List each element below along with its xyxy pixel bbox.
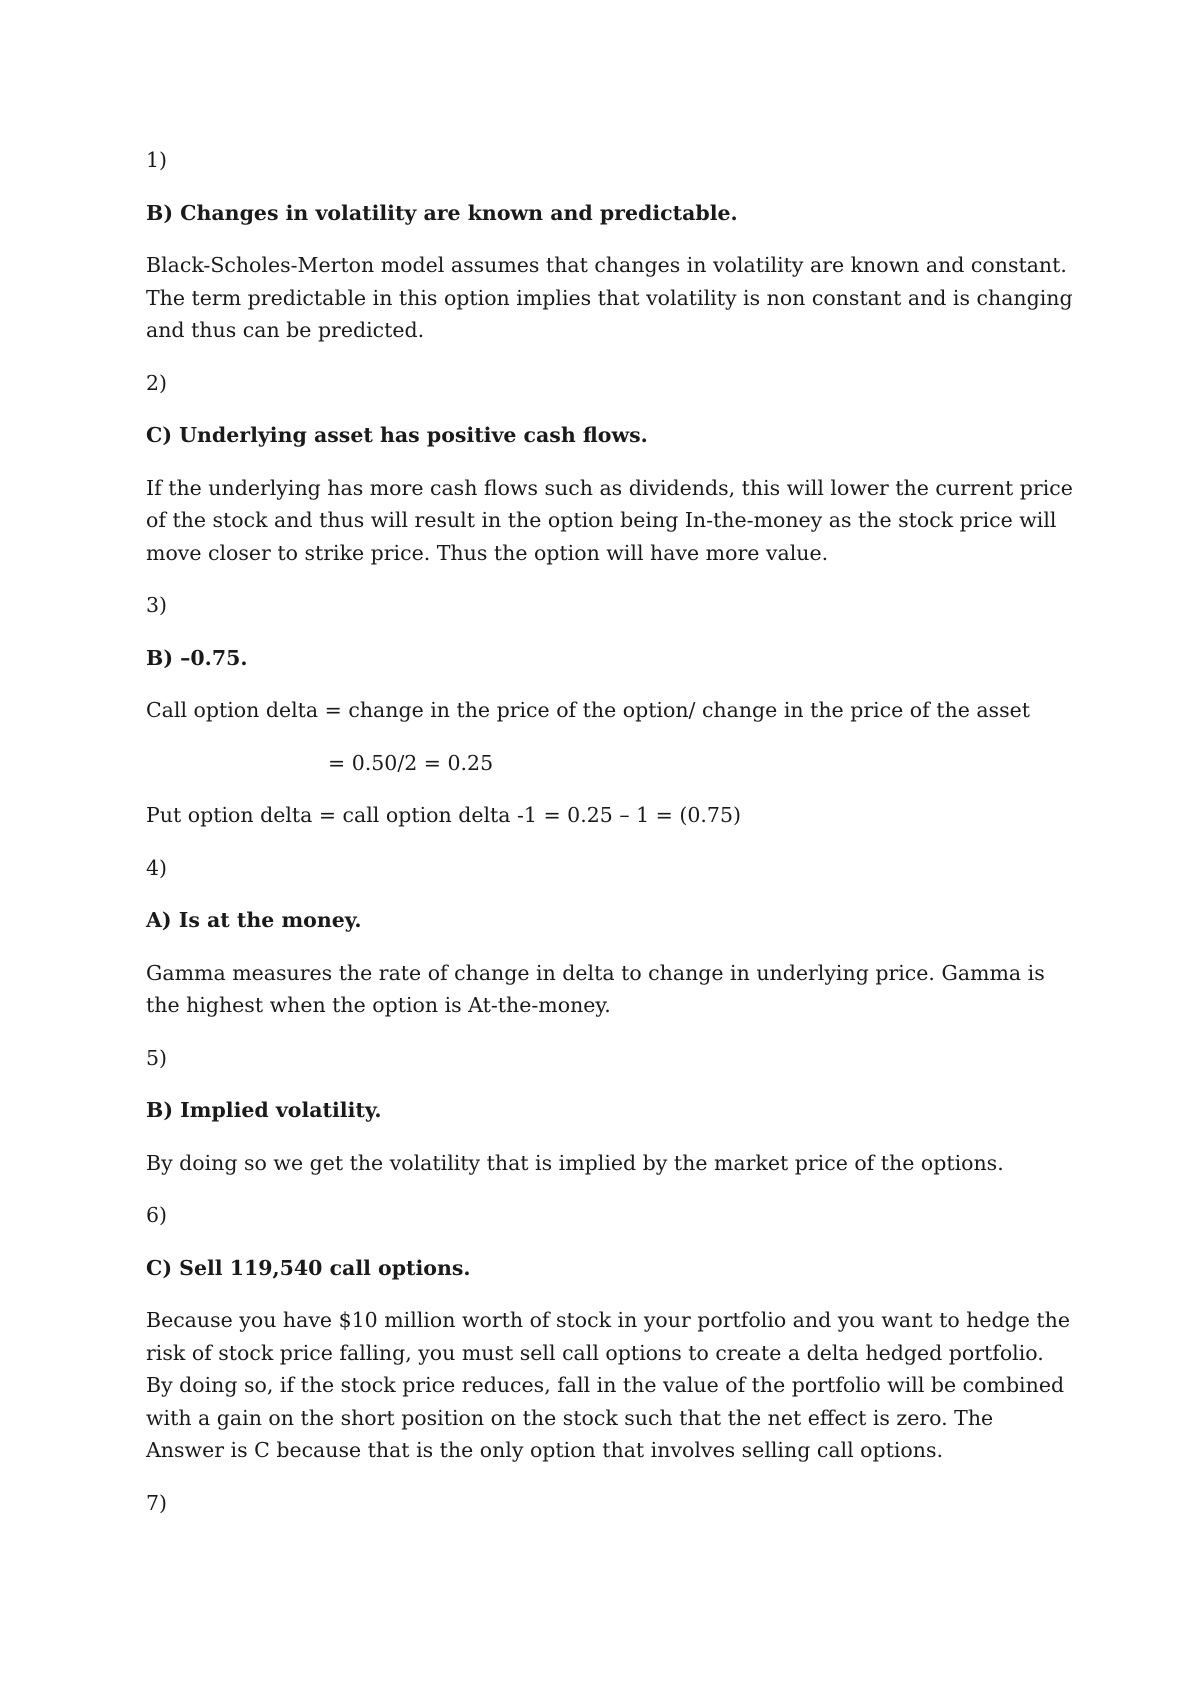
- question-number: 5): [146, 1045, 168, 1070]
- answer-choice: B) Implied volatility.: [146, 1098, 382, 1122]
- document-page: [146, 144, 1076, 1539]
- explanation-paragraph: Black-Scholes-Merton model assumes that changes in volatility are known and constant. The term predictable in this option implies that volatility is non constant and is changing and thus can be predicted.: [146, 253, 1073, 342]
- question-number: 1): [146, 148, 168, 172]
- answer-choice: A) Is at the money.: [146, 908, 362, 932]
- calculation-line: = 0.50/2 = 0.25: [328, 750, 494, 775]
- explanation-paragraph: By doing so we get the volatility that is implied by the market price of the options.: [146, 1150, 1004, 1175]
- explanation-paragraph: Put option delta = call option delta -1 = 0.25 – 1 = (0.75): [146, 803, 741, 827]
- question-number: 3): [146, 593, 168, 617]
- answer-choice: C) Underlying asset has positive cash flows.: [146, 423, 648, 447]
- explanation-paragraph: If the underlying has more cash flows such as dividends, this will lower the current price of the stock and thus will result in the option being In-the-money as the stock price will move closer to strike price. Thus the option will have more value.: [146, 475, 1073, 565]
- answer-choice: C) Sell 119,540 call options.: [146, 1255, 471, 1280]
- question-number: 4): [146, 855, 168, 880]
- explanation-paragraph: Because you have $10 million worth of stock in your portfolio and you want to hedge the risk of stock price falling, you must sell call options to create a delta hedged portfolio. By doing so, if the stock price reduces, fall in the value of the portfolio will be combined with a gain on the short position on the stock such that the net effect is zero. The Answer is C because that is the only option that involves selling call options.: [146, 1308, 1071, 1462]
- question-number: 2): [146, 370, 168, 395]
- question-number: 6): [146, 1203, 168, 1227]
- explanation-paragraph: Call option delta = change in the price of the option/ change in the price of the asset: [146, 698, 1030, 722]
- answer-choice: B) –0.75.: [146, 645, 248, 670]
- answer-choice: B) Changes in volatility are known and predictable.: [146, 200, 738, 225]
- explanation-paragraph: Gamma measures the rate of change in delta to change in underlying price. Gamma is the highest when the option is At-the-money.: [146, 960, 1045, 1017]
- question-number: 7): [146, 1490, 168, 1515]
